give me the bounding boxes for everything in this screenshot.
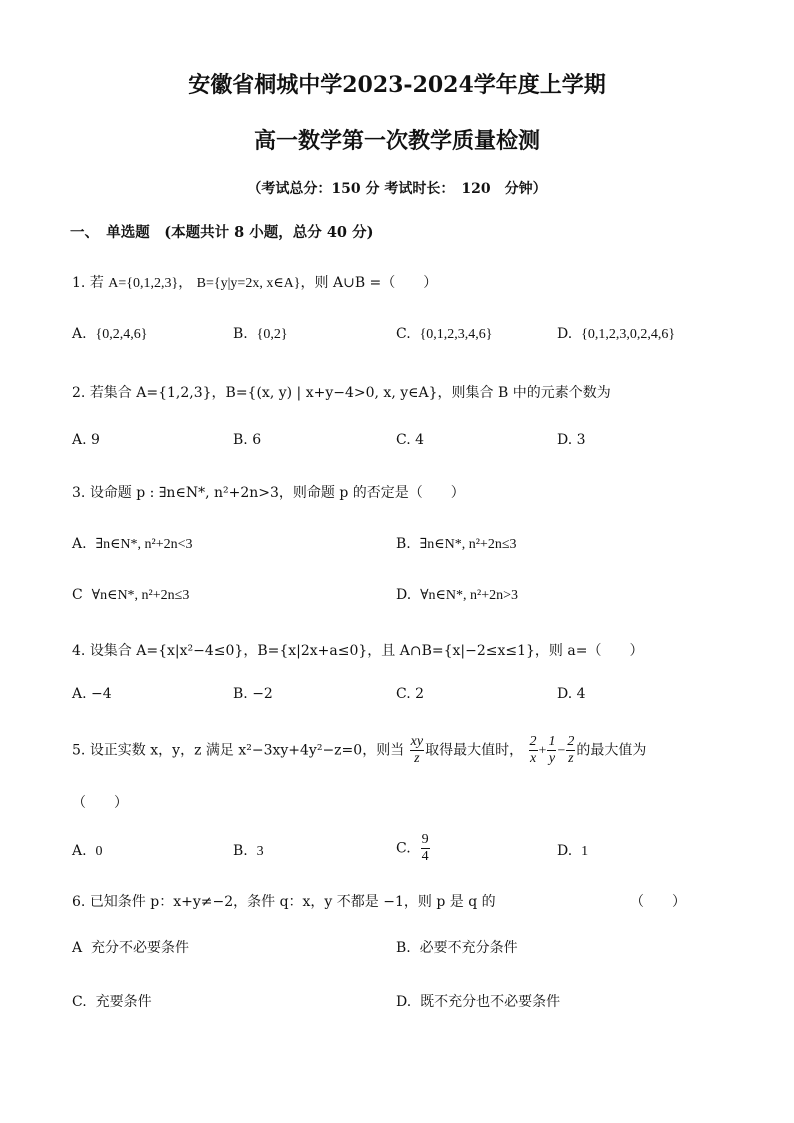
option-a[interactable]: A. 0 [72,843,103,859]
option-d[interactable]: D. {0,1,2,3,0,2,4,6} [557,326,676,342]
option-b[interactable]: B. {0,2} [233,326,288,342]
question-number: 1. [72,275,86,291]
fraction-1-over-y: $\frac{1}{y}$ [548,734,556,767]
option-c[interactable]: C. 2 [396,686,425,702]
answer-paren: （ ） [72,795,128,811]
option-d[interactable]: D. 1 [557,843,589,859]
option-b[interactable]: B. 必要不充分条件 [396,940,518,956]
section-heading: 一、 单选题 (本题共计 8 小题，总分 40 分) [70,224,374,241]
option-d[interactable]: D. 3 [557,432,586,448]
question-3: 3. 设命题 p : ∃n∈N*, n²+2n>3，则命题 p 的否定是（ ） [72,485,465,501]
option-b[interactable]: B. 6 [233,432,262,448]
option-c[interactable]: C. 充要条件 [72,994,152,1010]
option-a[interactable]: A. {0,2,4,6} [72,326,148,342]
answer-paren: （ ） [630,894,686,910]
option-b[interactable]: B. ∃n∈N*, n²+2n≤3 [396,536,517,552]
option-a[interactable]: A 充分不必要条件 [72,940,190,956]
question-5: 5. 设正实数 x，y，z 满足 x²−3xy+4y²−z=0，则当 $\frac{xy}{z}$ 取得最大值时， $\frac{2}{x}$ + $\frac{1}{y}$ − $\frac{2}{z}$ 的最大值为 [72,734,647,767]
option-d[interactable]: D. 4 [557,686,586,702]
question-2: 2. 若集合 A={1,2,3}，B={(x, y) | x+y−4>0, x, y∈A}，则集合 B 中的元素个数为 [72,385,611,401]
fraction-9-over-4: $\frac{9}{4}$ [421,832,429,865]
option-c[interactable]: C ∀n∈N*, n²+2n≤3 [72,587,190,603]
option-a[interactable]: A. −4 [72,686,112,702]
option-c[interactable]: C. 4 [396,432,425,448]
question-1: 1. 若 A={0,1,2,3}， B={y|y=2x, x∈A}，则 A∪B =（ ） [72,275,438,291]
option-d[interactable]: D. ∀n∈N*, n²+2n>3 [396,587,519,603]
exam-info: （考试总分：150 分 考试时长： 120 分钟） [247,181,547,197]
option-d[interactable]: D. 既不充分也不必要条件 [396,994,561,1010]
fraction-xy-over-z: $\frac{xy}{z}$ [410,734,424,767]
option-c[interactable]: C. $\frac{9}{4}$ [396,832,429,865]
question-6: 6. 已知条件 p：x+y≠−2，条件 q：x，y 不都是 −1，则 p 是 q 的 [72,894,496,910]
page-subtitle: 高一数学第一次教学质量检测 [253,128,540,154]
option-b[interactable]: B. −2 [233,686,273,702]
question-4: 4. 设集合 A={x|x²−4≤0}，B={x|2x+a≤0}，且 A∩B={x|−2≤x≤1}，则 a=（ ） [72,643,644,659]
page-title: 安徽省桐城中学2023-2024学年度上学期 [188,72,606,98]
option-a[interactable]: A. 9 [72,432,100,448]
fraction-2-over-x: $\frac{2}{x}$ [529,734,537,767]
option-b[interactable]: B. 3 [233,843,264,859]
fraction-2-over-z: $\frac{2}{z}$ [567,734,575,767]
option-a[interactable]: A. ∃n∈N*, n²+2n<3 [72,536,193,552]
option-c[interactable]: C. {0,1,2,3,4,6} [396,326,493,342]
